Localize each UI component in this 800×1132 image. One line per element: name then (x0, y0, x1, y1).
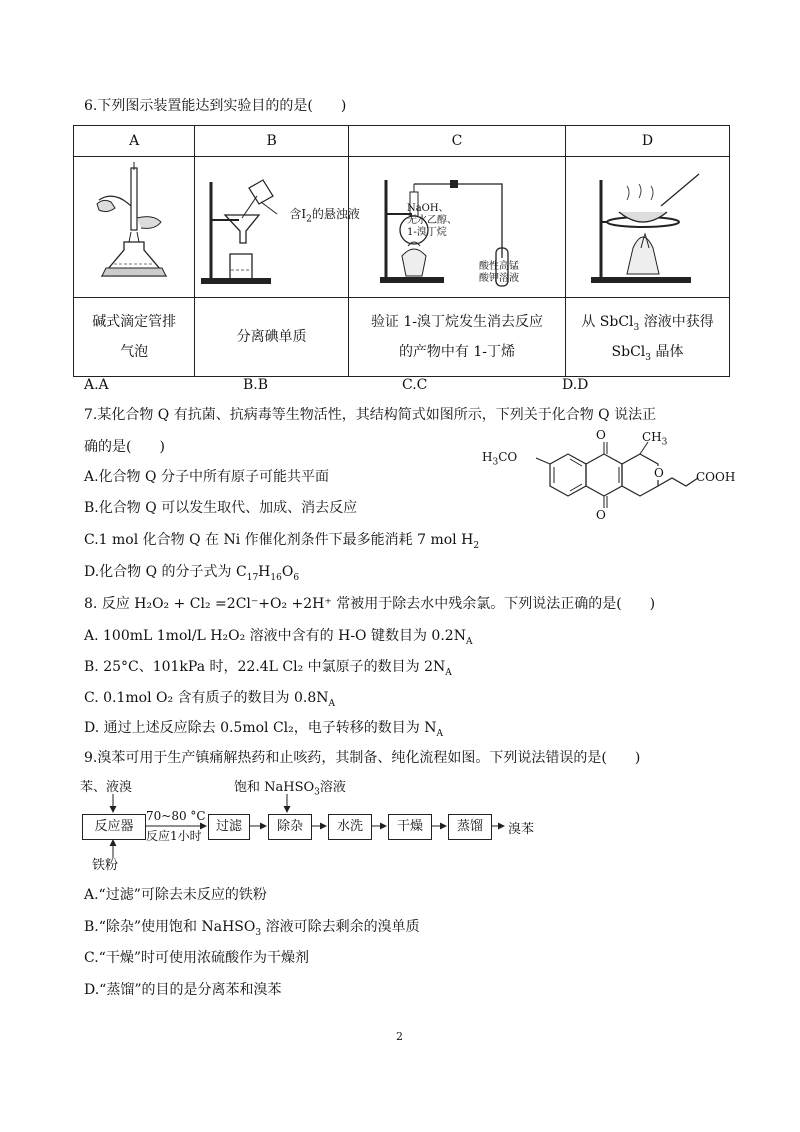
elimination-setup-figure (352, 160, 562, 290)
c-reagent-label: NaOH、 无水乙醇、 1-溴丁烷 (406, 203, 457, 238)
methyl-group: $CH_3$ (642, 430, 668, 448)
header-b: B (195, 126, 349, 157)
figure-a (74, 157, 195, 298)
q7-option-d[interactable]: D.化合物 Q 的分子式为 $C_{17}H_{16}O_6$ (84, 564, 300, 583)
page-number: 2 (396, 1030, 403, 1043)
figure-c (348, 157, 565, 298)
q9-stem: 9.溴苯可用于生产镇痛解热药和止咳药，其制备、纯化流程如图。下列说法错误的是( ) (84, 750, 641, 766)
q6-option-c[interactable]: C.C (402, 377, 428, 393)
q6-option-a[interactable]: A.A (84, 377, 109, 393)
caption-b: 分离碘单质 (195, 298, 349, 377)
step-wash: 水洗 (328, 814, 372, 840)
purification-flowchart (80, 776, 560, 872)
carbonyl-o-bottom: O (596, 508, 606, 522)
step-filter: 过滤 (208, 814, 250, 840)
product-label: 溴苯 (508, 822, 535, 837)
c-tube-label: 酸性高锰 酸钾溶液 (478, 261, 519, 284)
header-a: A (74, 126, 195, 157)
step-dry: 干燥 (388, 814, 432, 840)
compound-q-structure (480, 428, 736, 528)
inputs-label: 苯、液溴 (80, 780, 133, 795)
burette-figure (79, 160, 189, 290)
condition-temp: 70~80 °C (146, 809, 206, 823)
q8-option-b[interactable]: B. 25°C、101kPa 时，22.4L Cl₂ 中氯原子的数目为 $2N_A$ (84, 659, 452, 678)
step-distill: 蒸馏 (448, 814, 492, 840)
reactor-box: 反应器 (82, 814, 146, 840)
step-purify: 除杂 (268, 814, 312, 840)
q7-option-a[interactable]: A.化合物 Q 分子中所有原子可能共平面 (84, 469, 329, 485)
header-d: D (566, 126, 730, 157)
methoxy-group: $H_3CO$ (482, 450, 518, 468)
q9-option-a[interactable]: A.“过滤”可除去未反应的铁粉 (84, 887, 267, 903)
figure-b (195, 157, 360, 298)
q6-stem: 6.下列图示装置能达到实验目的的是( ) (84, 98, 347, 114)
condition-time: 反应1小时 (146, 829, 202, 843)
caption-d: 从 SbCl$_3$ 溶液中获得 SbCl$_3$ 晶体 (566, 298, 730, 377)
carbonyl-o-top: O (596, 428, 606, 442)
q6-option-b[interactable]: B.B (243, 377, 269, 393)
q6-option-d[interactable]: D.D (562, 377, 589, 393)
q7-stem-line1: 7.某化合物 Q 有抗菌、抗病毒等生物活性，其结构简式如图所示，下列关于化合物 Q 说法正 (84, 407, 657, 423)
carboxyl-group: COOH (696, 470, 736, 484)
ring-oxygen: O (654, 466, 664, 480)
q7-option-c[interactable]: C.1 mol 化合物 Q 在 Ni 作催化剂条件下最多能消耗 7 mol $H_2$ (84, 532, 480, 551)
q8-option-c[interactable]: C. 0.1mol O₂ 含有质子的数目为 $0.8N_A$ (84, 690, 336, 709)
q9-option-b[interactable]: B.“除杂”使用饱和 NaHSO$_3$ 溶液可除去剩余的溴单质 (84, 919, 420, 938)
q6-apparatus-table (73, 125, 730, 377)
header-c: C (348, 126, 565, 157)
q8-stem: 8. 反应 H₂O₂ + Cl₂ =2Cl⁻+O₂ +2H⁺ 常被用于除去水中残余氯。下列说法正确的是( ) (84, 596, 656, 612)
reagent-label: 饱和 NaHSO$_3$溶液 (234, 780, 346, 798)
filtration-figure (197, 160, 347, 290)
q7-option-b[interactable]: B.化合物 Q 可以发生取代、加成、消去反应 (84, 500, 358, 516)
q8-option-a[interactable]: A. 100mL 1mol/L H₂O₂ 溶液中含有的 H-O 键数目为 $0.2N_A$ (84, 628, 473, 647)
figure-d (566, 157, 730, 298)
q8-option-d[interactable]: D. 通过上述反应除去 0.5mol Cl₂，电子转移的数目为 $N_A$ (84, 720, 443, 739)
caption-c: 验证 1-溴丁烷发生消去反应 的产物中有 1-丁烯 (348, 298, 565, 377)
evaporation-figure (573, 160, 723, 290)
caption-a: 碱式滴定管排 气泡 (74, 298, 195, 377)
q7-stem-line2: 确的是( ) (84, 439, 165, 455)
q9-option-d[interactable]: D.“蒸馏”的目的是分离苯和溴苯 (84, 982, 282, 998)
b-suspension-label: 含$I_2$的悬浊液 (289, 207, 360, 225)
iron-label: 铁粉 (92, 858, 119, 873)
q9-option-c[interactable]: C.“干燥”时可使用浓硫酸作为干燥剂 (84, 950, 309, 966)
